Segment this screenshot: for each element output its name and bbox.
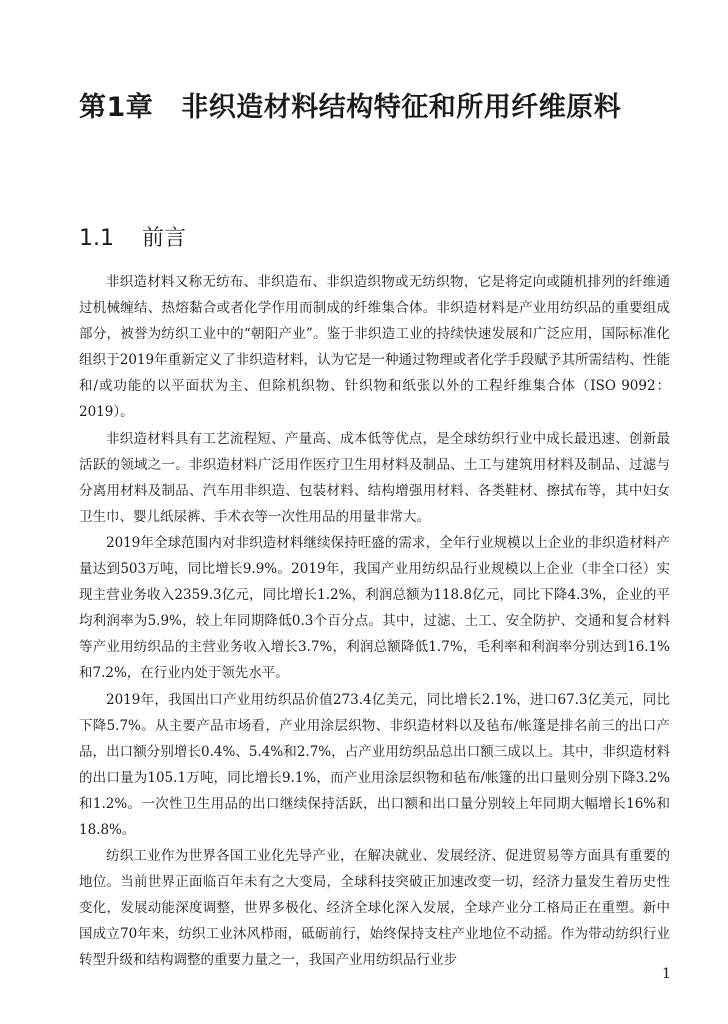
paragraph: 非织造材料具有工艺流程短、产量高、成本低等优点，是全球纺织行业中成长最迅速、创新最活跃的领域之一。非织造材料广泛用作医疗卫生用材料及制品、土工与建筑用材料及制品、过滤与分离用材料及制品、汽车用非织造、包装材料、结构增强用材料、各类鞋材、擦拭布等，其中妇女卫生巾、婴儿纸尿裤、手术衣等一次性用品的用量非常大。 <box>79 430 670 525</box>
paragraph: 非织造材料又称无纺布、非织造布、非织造织物或无纺织物，它是将定向或随机排列的纤维通过机械缠结、热熔黏合或者化学作用而制成的纤维集合体。非织造材料是产业用纺织品的重要组成部分，被誉为纺织工业中的“朝阳产业”。鉴于非织造工业的持续快速发展和广泛应用，国际标准化组织于2019年重新定义了非织造材料，认为它是一种通过物理或者化学手段赋予其所需结构、性能和/或功能的以平面状为主、但除机织物、针织物和纸张以外的工程纤维集合体（ISO 9092：2019）。 <box>79 274 670 421</box>
chapter-title <box>79 92 621 124</box>
body-text <box>79 269 670 974</box>
paragraph: 2019年，我国出口产业用纺织品价值273.4亿美元，同比增长2.1%，进口67.3亿美元，同比下降5.7%。从主要产品市场看，产业用涂层织物、非织造材料以及毡布/帐篷是排名前三的出口产品，出口额分别增长0.4%、5.4%和2.7%，占产业用纺织品总出口额三成以上。其中，非织造材料的出口量为105.1万吨，同比增长9.1%，而产业用涂层织物和毡布/帐篷的出口量则分别下降3.2%和1.2%。一次性卫生用品的出口继续保持活跃，出口额和出口量分别较上年同期大幅增长16%和18.8%。 <box>79 691 670 838</box>
section-title-text: 前言 <box>142 226 187 251</box>
paragraph: 2019年全球范围内对非织造材料继续保持旺盛的需求，全年行业规模以上企业的非织造材料产量达到503万吨，同比增长9.9%。2019年，我国产业用纺织品行业规模以上企业（非全口径）实现主营业务收入2359.3亿元，同比增长1.2%，利润总额为118.8亿元，同比下降4.3%，企业的平均利润率为5.9%，较上年同期降低0.3个百分点。其中，过滤、土工、安全防护、交通和复合材料等产业用纺织品的主营业务收入增长3.7%，利润总额降低1.7%，毛利率和利润率分别达到16.1%和7.2%，在行业内处于领先水平。 <box>79 534 670 682</box>
paragraph: 纺织工业作为世界各国工业化先导产业，在解决就业、发展经济、促进贸易等方面具有重要的地位。当前世界正面临百年未有之大变局，全球科技突破正加速改变一切，经济力量发生着历史性变化，发展动能深度调整，世界多极化、经济全球化深入发展，全球产业分工格局正在重塑。新中国成立70年来，纺织工业沐风栉雨，砥砺前行，始终保持支柱产业地位不动摇。作为带动纺织行业转型升级和结构调整的重要力量之一，我国产业用纺织品行业步 <box>79 848 670 969</box>
chapter-number: 第1章 <box>79 92 154 123</box>
page-number: 1 <box>662 966 671 982</box>
chapter-title-text: 非织造材料结构特征和所用纤维原料 <box>181 92 622 123</box>
section-number: 1.1 <box>79 226 114 251</box>
section-title <box>79 226 186 252</box>
